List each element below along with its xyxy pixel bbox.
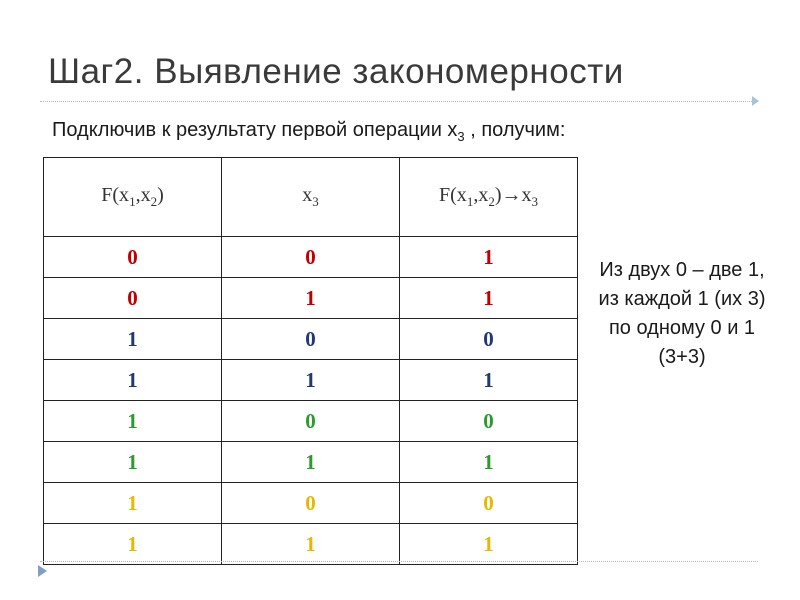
header-subscript: 3	[312, 194, 319, 209]
table-row	[44, 442, 578, 483]
table-cell: 1	[400, 442, 578, 483]
table-row	[44, 524, 578, 565]
header-subscript: 1	[129, 194, 136, 209]
table-header-row	[44, 158, 578, 237]
table-cell: 0	[222, 401, 400, 442]
truth-table	[43, 157, 578, 565]
table-cell: 0	[222, 319, 400, 360]
table-row	[44, 401, 578, 442]
table-cell: 1	[400, 278, 578, 319]
table-cell: 0	[400, 401, 578, 442]
table-cell: 1	[400, 237, 578, 278]
table-row	[44, 319, 578, 360]
table-row	[44, 237, 578, 278]
table-cell: 1	[44, 524, 222, 565]
table-cell: 0	[222, 483, 400, 524]
footer-divider	[40, 561, 758, 562]
table-cell: 1	[44, 360, 222, 401]
table-row	[44, 278, 578, 319]
header-text: x	[302, 184, 313, 206]
pattern-note: Из двух 0 – две 1, из каждой 1 (их 3) по одному 0 и 1 (3+3)	[598, 259, 766, 368]
subtitle-text-start: Подключив к результату первой операции x	[52, 119, 458, 141]
title-divider	[40, 101, 758, 102]
header-subscript: 1	[466, 194, 474, 209]
table-cell: 0	[222, 237, 400, 278]
table-row	[44, 483, 578, 524]
table-row	[44, 360, 578, 401]
header-text: ,x	[135, 184, 151, 206]
triangle-right-icon[interactable]	[38, 565, 47, 577]
subtitle-subscript: 3	[457, 129, 465, 144]
table-cell: 1	[44, 319, 222, 360]
table-cell: 1	[222, 360, 400, 401]
table-cell: 0	[400, 319, 578, 360]
column-header-2	[222, 158, 400, 237]
table-cell: 1	[400, 524, 578, 565]
slide-subtitle	[52, 119, 565, 144]
table-cell: 1	[44, 401, 222, 442]
subtitle-text-end: , получим:	[464, 119, 566, 141]
header-text: )	[157, 184, 164, 206]
column-header-1	[44, 158, 222, 237]
table-cell: 1	[222, 278, 400, 319]
header-subscript: 2	[488, 194, 495, 209]
header-text: ,x	[473, 184, 489, 206]
table-cell: 1	[44, 483, 222, 524]
column-header-3	[400, 158, 578, 237]
table-cell: 1	[222, 524, 400, 565]
header-subscript: 2	[150, 194, 158, 209]
header-subscript: 3	[531, 194, 538, 209]
header-text: F(x	[439, 184, 467, 206]
slide-title: Шаг2. Выявление закономерности	[48, 52, 624, 91]
table-cell: 1	[400, 360, 578, 401]
table-cell: 1	[44, 442, 222, 483]
header-text: )→x	[494, 184, 532, 206]
table-cell: 0	[44, 278, 222, 319]
triangle-right-icon	[752, 96, 759, 106]
table-cell: 0	[44, 237, 222, 278]
table-cell: 0	[400, 483, 578, 524]
table-cell: 1	[222, 442, 400, 483]
header-text: F(x	[101, 184, 130, 206]
